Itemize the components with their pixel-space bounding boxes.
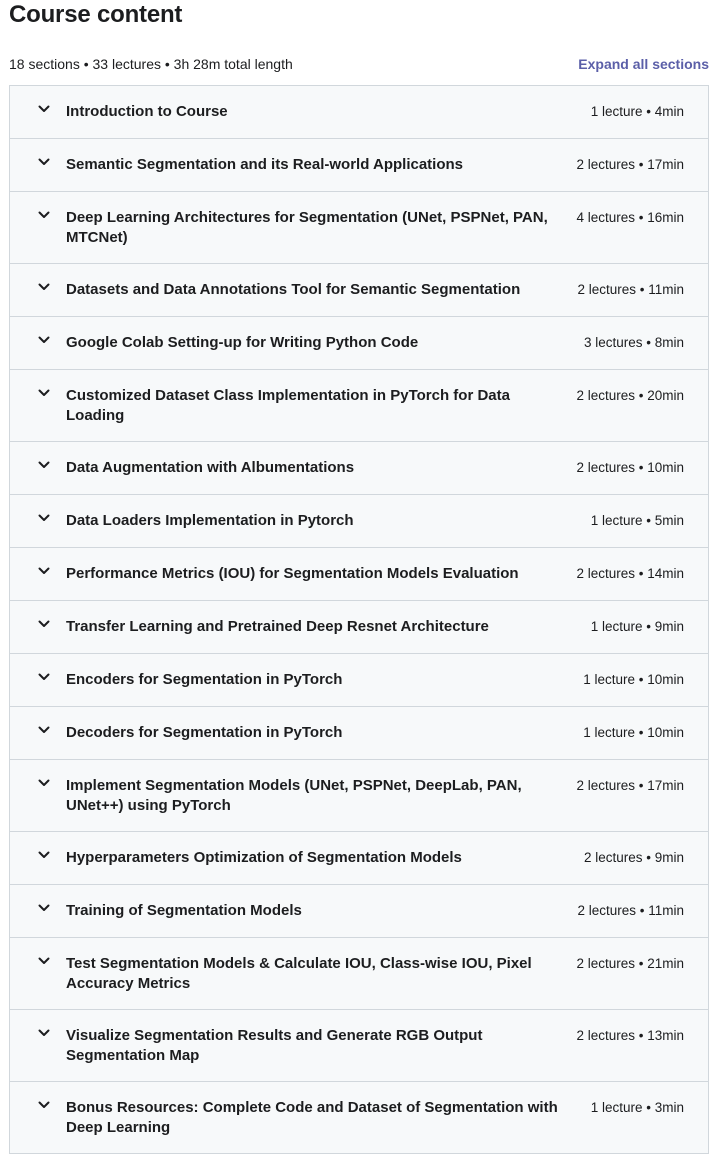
section-item[interactable] — [10, 1082, 708, 1154]
section-item[interactable] — [10, 370, 708, 442]
section-list — [9, 85, 709, 1154]
section-item[interactable] — [10, 832, 708, 885]
section-title: Bonus Resources: Complete Code and Dataset of Segmentation with Deep Learning — [66, 1099, 558, 1136]
section-title: Hyperparameters Optimization of Segmentation Models — [66, 849, 462, 866]
course-summary-row — [9, 43, 709, 85]
section-meta: 1 lecture • 4min — [590, 104, 684, 119]
section-meta: 1 lecture • 10min — [583, 672, 684, 687]
section-meta: 2 lectures • 11min — [577, 903, 684, 918]
section-meta: 3 lectures • 8min — [583, 335, 684, 350]
section-title: Customized Dataset Class Implementation in PyTorch for Data Loading — [66, 387, 510, 424]
section-meta: 2 lectures • 11min — [577, 282, 684, 297]
chevron-down-icon — [10, 333, 66, 344]
chevron-down-icon — [10, 1098, 66, 1109]
chevron-down-icon — [10, 617, 66, 628]
section-meta: 1 lecture • 10min — [583, 725, 684, 740]
section-title: Deep Learning Architectures for Segmentation (UNet, PSPNet, PAN, MTCNet) — [66, 209, 548, 246]
section-title: Transfer Learning and Pretrained Deep Resnet Architecture — [66, 618, 489, 635]
section-item[interactable] — [10, 548, 708, 601]
section-title: Visualize Segmentation Results and Generate RGB Output Segmentation Map — [66, 1027, 483, 1064]
section-title: Implement Segmentation Models (UNet, PSPNet, DeepLab, PAN, UNet++) using PyTorch — [66, 777, 522, 814]
section-meta: 1 lecture • 9min — [590, 619, 684, 634]
section-title: Datasets and Data Annotations Tool for Semantic Segmentation — [66, 281, 521, 298]
chevron-down-icon — [10, 723, 66, 734]
chevron-down-icon — [10, 386, 66, 397]
section-item[interactable] — [10, 707, 708, 760]
section-item[interactable] — [10, 601, 708, 654]
section-item[interactable] — [10, 885, 708, 938]
section-item[interactable] — [10, 654, 708, 707]
section-item[interactable] — [10, 442, 708, 495]
section-title: Semantic Segmentation and its Real-world Applications — [66, 156, 464, 173]
section-meta: 2 lectures • 17min — [576, 778, 684, 793]
section-title: Test Segmentation Models & Calculate IOU, Class-wise IOU, Pixel Accuracy Metrics — [66, 955, 532, 992]
section-title: Data Loaders Implementation in Pytorch — [66, 512, 354, 529]
section-item[interactable] — [10, 317, 708, 370]
section-meta: 2 lectures • 13min — [576, 1028, 684, 1043]
chevron-down-icon — [10, 1026, 66, 1037]
chevron-down-icon — [10, 280, 66, 291]
chevron-down-icon — [10, 511, 66, 522]
section-item[interactable] — [10, 1010, 708, 1082]
page-title: Course content — [9, 1, 183, 28]
section-title: Encoders for Segmentation in PyTorch — [66, 671, 343, 688]
section-meta: 4 lectures • 16min — [576, 210, 684, 225]
section-title: Introduction to Course — [66, 103, 228, 120]
chevron-down-icon — [10, 155, 66, 166]
section-title: Decoders for Segmentation in PyTorch — [66, 724, 343, 741]
expand-all-sections-button[interactable]: Expand all sections — [578, 56, 709, 72]
section-meta: 1 lecture • 3min — [590, 1100, 684, 1115]
section-item[interactable] — [10, 760, 708, 832]
chevron-down-icon — [10, 208, 66, 219]
chevron-down-icon — [10, 848, 66, 859]
section-meta: 2 lectures • 9min — [583, 850, 684, 865]
section-item[interactable] — [10, 139, 708, 192]
section-title: Data Augmentation with Albumentations — [66, 459, 355, 476]
chevron-down-icon — [10, 954, 66, 965]
section-meta: 2 lectures • 17min — [576, 157, 684, 172]
section-title: Training of Segmentation Models — [66, 902, 302, 919]
chevron-down-icon — [10, 776, 66, 787]
section-title: Performance Metrics (IOU) for Segmentation Models Evaluation — [66, 565, 519, 582]
section-item[interactable] — [10, 495, 708, 548]
section-meta: 1 lecture • 5min — [590, 513, 684, 528]
chevron-down-icon — [10, 901, 66, 912]
chevron-down-icon — [10, 564, 66, 575]
section-title: Google Colab Setting-up for Writing Python Code — [66, 334, 419, 351]
chevron-down-icon — [10, 670, 66, 681]
section-meta: 2 lectures • 10min — [576, 460, 684, 475]
course-summary: 18 sections • 33 lectures • 3h 28m total length — [9, 56, 293, 72]
section-meta: 2 lectures • 21min — [576, 956, 684, 971]
section-meta: 2 lectures • 14min — [576, 566, 684, 581]
section-item[interactable] — [10, 86, 708, 139]
chevron-down-icon — [10, 102, 66, 113]
section-item[interactable] — [10, 192, 708, 264]
section-item[interactable] — [10, 938, 708, 1010]
chevron-down-icon — [10, 458, 66, 469]
section-item[interactable] — [10, 264, 708, 317]
section-meta: 2 lectures • 20min — [576, 388, 684, 403]
